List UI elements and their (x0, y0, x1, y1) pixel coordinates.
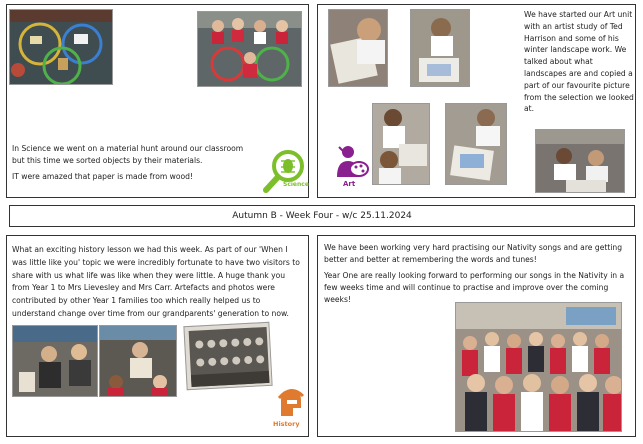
science-text-line-3: IT were amazed that paper is made from wood! (12, 172, 194, 181)
history-photo-visitor-1 (12, 325, 98, 397)
science-photo-hoops (9, 9, 113, 85)
nativity-paragraph-1: We have been working very hard practising our Nativity songs and are getting better and better at remembering the words and tunes! (324, 243, 623, 264)
roman-helmet-icon (275, 386, 305, 418)
science-text-line-1: In Science we went on a material hunt around our classroom (12, 144, 244, 153)
week-banner: Autumn B - Week Four - w/c 25.11.2024 (9, 205, 635, 227)
history-text: What an exciting history lesson we had this week. As part of our 'When I was little like you' topic we were incredibly fortunate to have two visitors to share with us what life was like when they were little. A huge thank you from Year 1 to Mrs Lievesley and Mrs Carr. Artefacts and photos were contributed by other Year 1 families too which really helped us to understand change over time from our grandparents' generation to now. (12, 245, 300, 318)
art-photo-5 (535, 129, 625, 193)
art-photo-3 (372, 103, 430, 185)
science-photo-children (197, 11, 302, 87)
science-icon-label: Science (283, 181, 309, 188)
art-icon-label: Art (343, 180, 356, 188)
art-photo-4 (445, 103, 507, 185)
nativity-photo-singing (455, 302, 622, 432)
history-photo-visitor-2 (99, 325, 177, 397)
artist-palette-icon (333, 143, 369, 179)
history-panel (6, 235, 309, 437)
nativity-panel (317, 235, 636, 437)
art-photo-2 (410, 9, 470, 87)
history-photo-class-archive (183, 322, 272, 390)
art-panel (317, 4, 636, 198)
nativity-paragraph-2: Year One are really looking forward to performing our songs in the Nativity in a few weeks time and will continue to practise and improve over the coming weeks! (324, 271, 625, 304)
history-icon-label: History (273, 420, 300, 428)
art-photo-1 (328, 9, 388, 87)
art-text: We have started our Art unit with an artist study of Ted Harrison and some of his winter landscape work. We talked about what landscapes are and copied a part of our favourite picture from the selection we looked at. (524, 10, 634, 114)
science-panel (6, 4, 309, 198)
science-text-line-2: but this time we sorted objects by their materials. (12, 156, 203, 165)
